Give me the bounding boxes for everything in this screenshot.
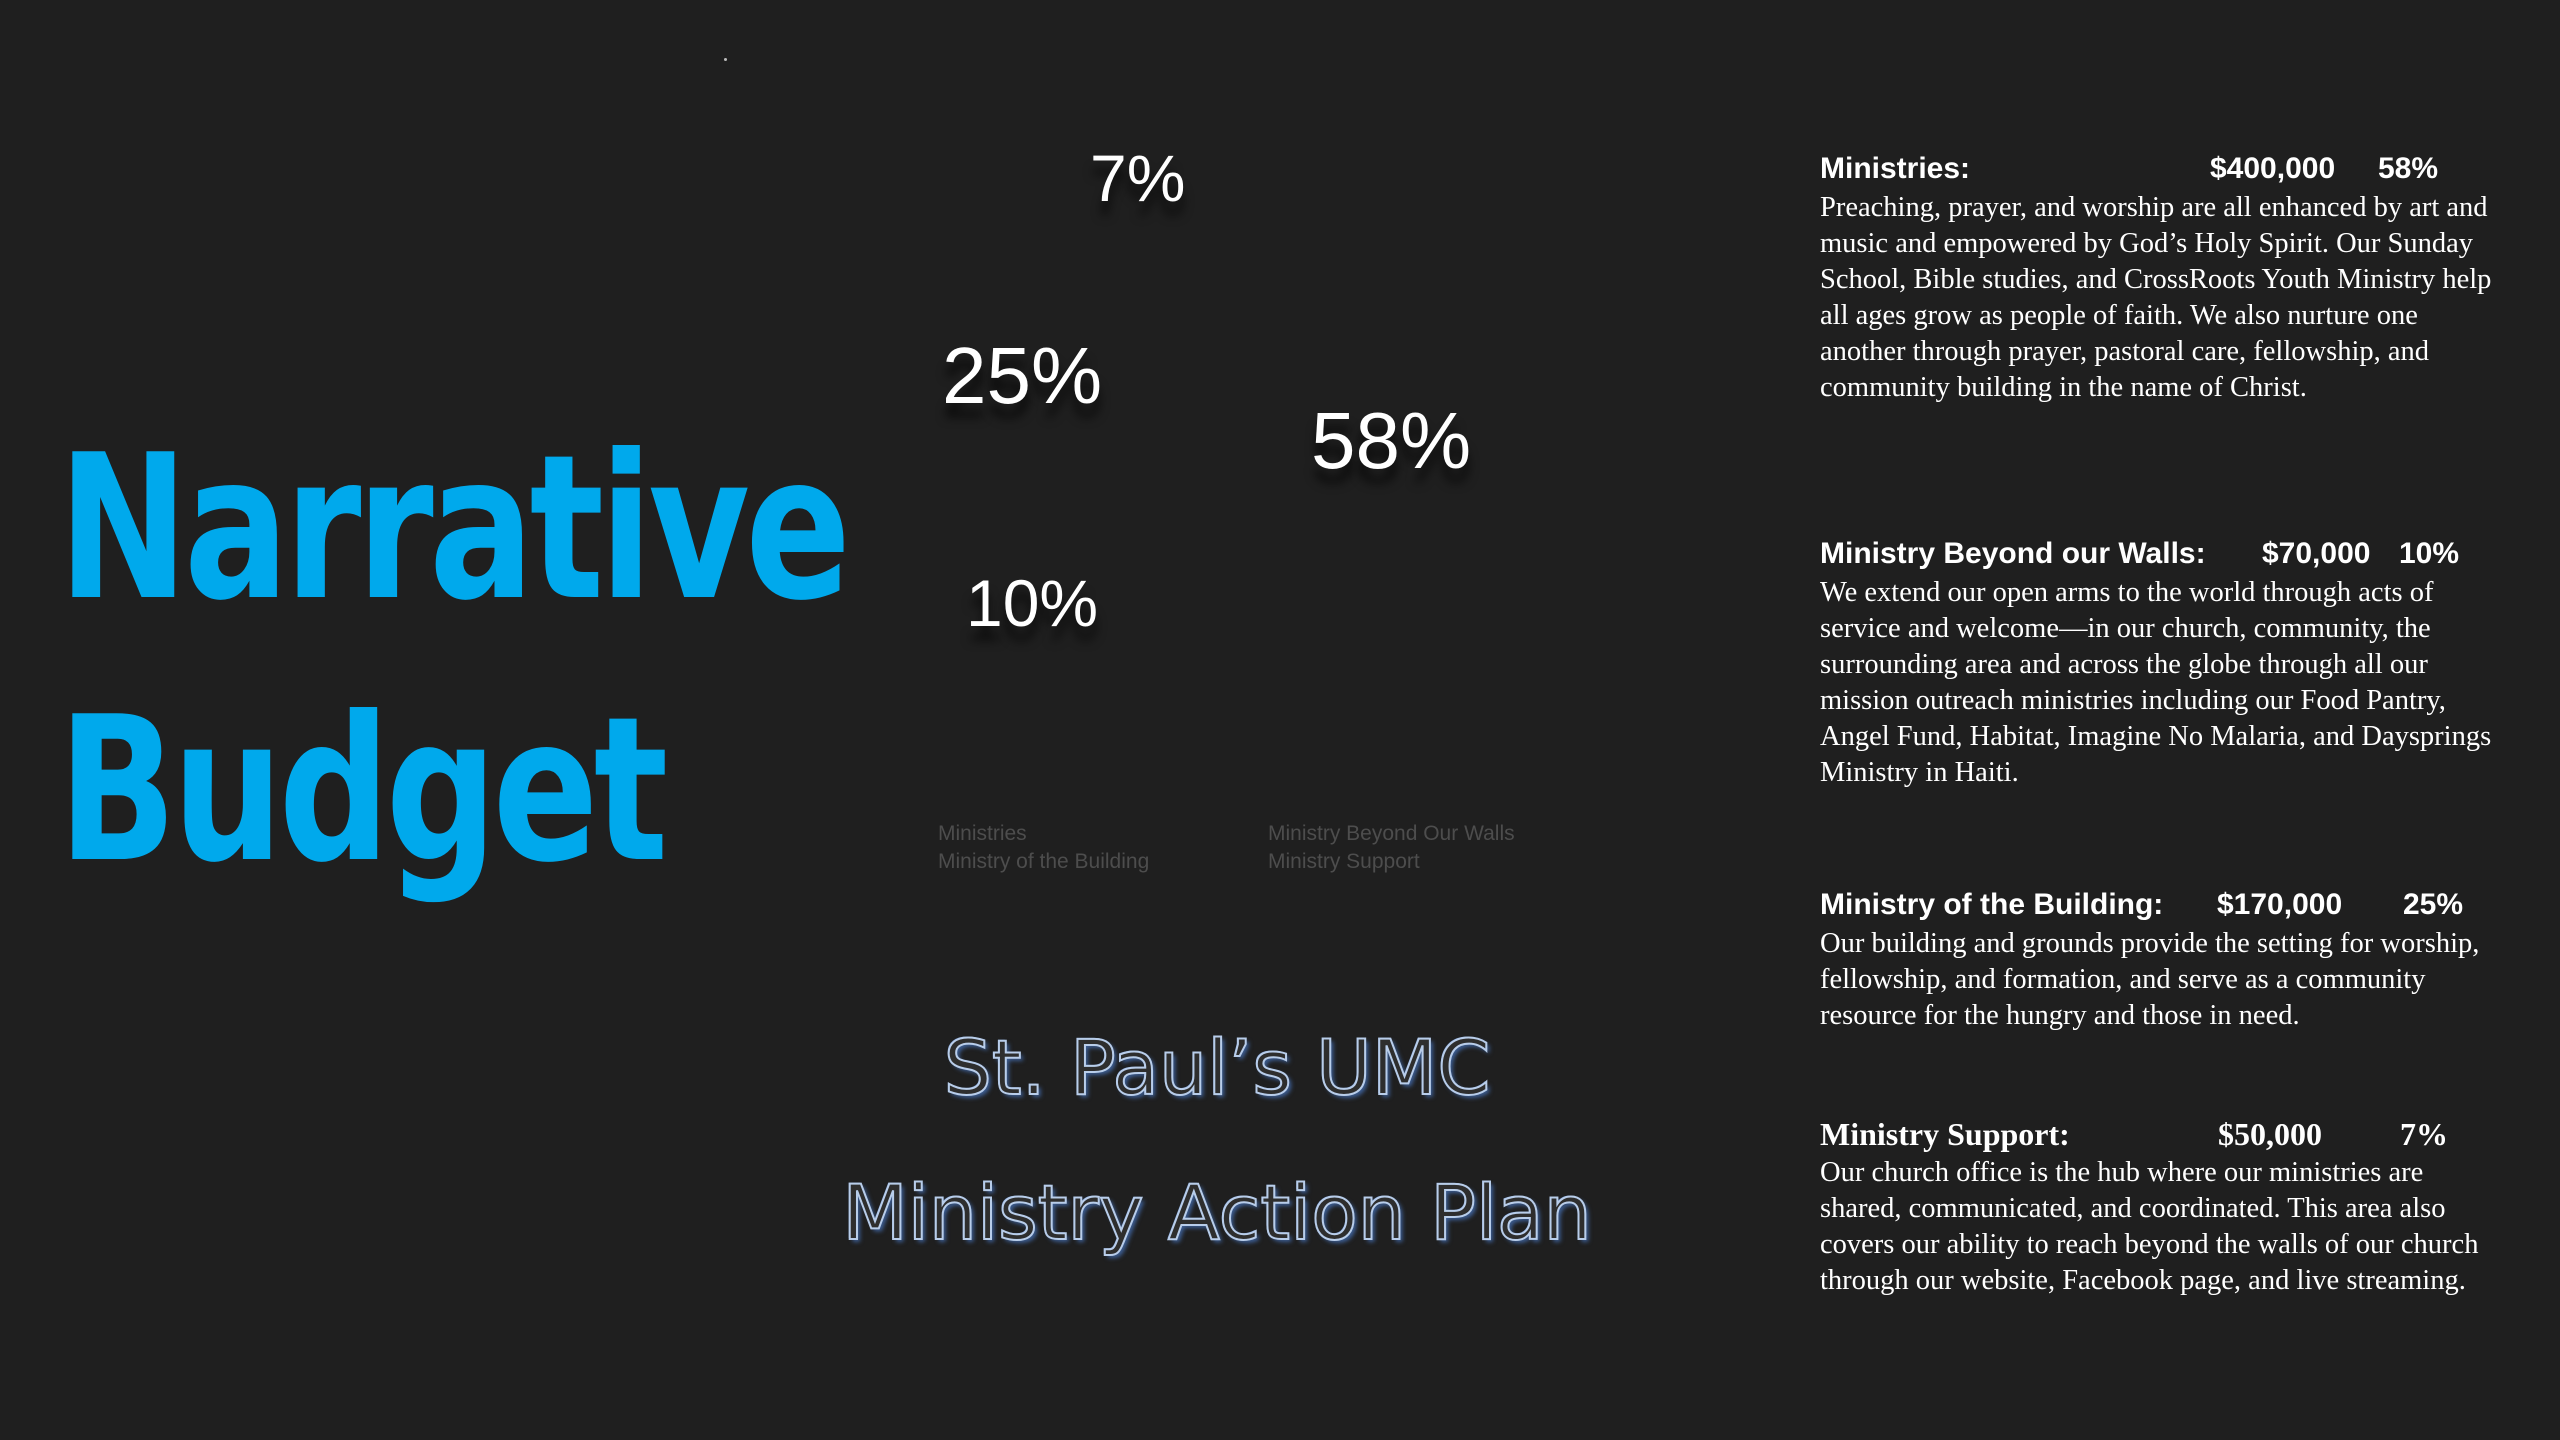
budget-item-amount: $170,000 bbox=[2217, 888, 2343, 921]
slide-title-line2: Budget bbox=[58, 674, 664, 907]
budget-item-description: Our church office is the hub where our ministries are shared, communicated, and coordinated. This area also covers our ability to reach beyond the walls of our church through our website, Facebook page, and live streaming. bbox=[1820, 1157, 2479, 1296]
budget-item-percent: 58% bbox=[2378, 152, 2439, 185]
budget-item-description: We extend our open arms to the world through acts of service and welcome—in our church, community, the surrounding area and across the globe through all our mission outreach ministries including our Food Pantry, Angel Fund, Habitat, Imagine No Malaria, and Daysprings Ministry in Haiti. bbox=[1820, 577, 2492, 788]
budget-item-building bbox=[1820, 886, 2510, 1034]
budget-item-support bbox=[1820, 1115, 2510, 1299]
budget-item-description: Preaching, prayer, and worship are all enhanced by art and music and empowered by God’s Holy Spirit. Our Sunday School, Bible studies, and CrossRoots Youth Ministry help all ages grow as people of faith. We also nurture one another through prayer, pastoral care, fellowship, and community building in the name of Christ. bbox=[1820, 192, 2492, 403]
stray-dot bbox=[724, 58, 727, 61]
budget-item-ministries bbox=[1820, 150, 2510, 406]
budget-item-heading bbox=[1820, 535, 2510, 573]
data-label-ministry-of-the-building: 25% bbox=[942, 331, 1103, 420]
budget-item-amount: $400,000 bbox=[2210, 152, 2336, 185]
legend-entry-ministry-beyond-our-walls: Ministry Beyond Our Walls bbox=[1268, 822, 1515, 845]
budget-item-percent: 25% bbox=[2403, 888, 2464, 921]
data-label-ministries: 58% bbox=[1311, 396, 1472, 485]
budget-item-heading bbox=[1820, 886, 2510, 924]
legend-entry-ministry-of-the-building: Ministry of the Building bbox=[938, 850, 1150, 873]
budget-item-heading bbox=[1820, 1115, 2510, 1153]
plan-title: Ministry Action Plan bbox=[842, 1168, 1592, 1257]
budget-item-name: Ministry Support: bbox=[1820, 1116, 2070, 1152]
budget-item-name: Ministries: bbox=[1820, 152, 1971, 185]
data-label-ministry-beyond-our-walls: 10% bbox=[966, 566, 1099, 640]
budget-item-percent: 10% bbox=[2399, 537, 2460, 570]
slide-title-line1: Narrative bbox=[58, 412, 847, 645]
budget-item-name: Ministry of the Building: bbox=[1820, 888, 2164, 921]
legend-entry-ministries: Ministries bbox=[938, 822, 1027, 845]
budget-item-heading bbox=[1820, 150, 2510, 188]
budget-item-description: Our building and grounds provide the setting for worship, fellowship, and formation, and serve as a community resource for the hungry and those in need. bbox=[1820, 928, 2480, 1031]
chart-legend bbox=[938, 820, 1578, 876]
slide-title bbox=[58, 398, 846, 922]
budget-item-name: Ministry Beyond our Walls: bbox=[1820, 537, 2206, 570]
data-label-ministry-support: 7% bbox=[1090, 141, 1186, 215]
legend-entry-ministry-support: Ministry Support bbox=[1268, 850, 1420, 873]
budget-item-amount: $50,000 bbox=[2218, 1116, 2322, 1152]
budget-item-beyond-walls bbox=[1820, 535, 2510, 791]
budget-item-percent: 7% bbox=[2400, 1116, 2448, 1152]
budget-item-amount: $70,000 bbox=[2262, 537, 2371, 570]
church-name: St. Paul’s UMC bbox=[943, 1023, 1491, 1112]
